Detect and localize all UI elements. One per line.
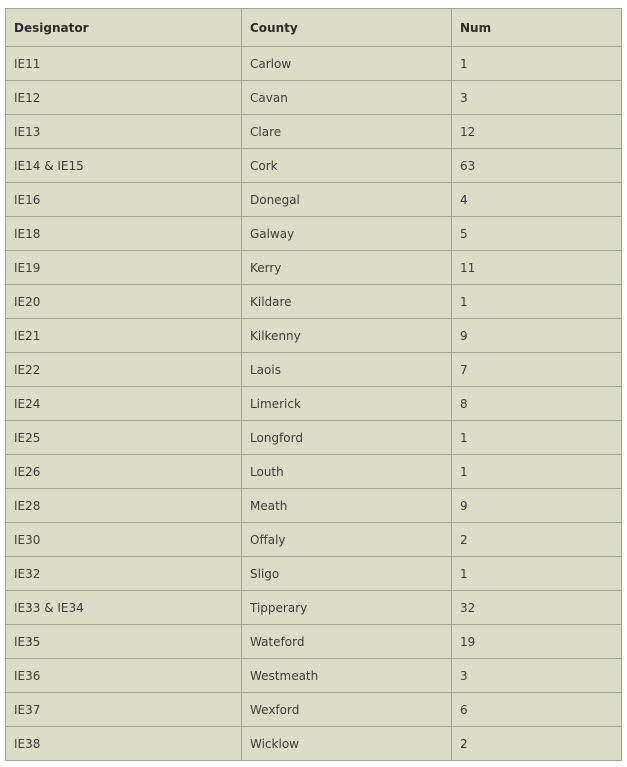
county-cell: Galway	[242, 217, 452, 251]
designator-cell: IE12	[6, 81, 242, 115]
num-cell: 11	[452, 251, 622, 285]
num-cell: 9	[452, 319, 622, 353]
county-cell: Meath	[242, 489, 452, 523]
designator-cell: IE33 & IE34	[6, 591, 242, 625]
table-row	[6, 455, 622, 489]
county-cell: Kilkenny	[242, 319, 452, 353]
table-row	[6, 285, 622, 319]
designator-cell: IE35	[6, 625, 242, 659]
table-row	[6, 693, 622, 727]
table-row	[6, 353, 622, 387]
table-row	[6, 421, 622, 455]
county-cell: Offaly	[242, 523, 452, 557]
num-cell: 12	[452, 115, 622, 149]
num-cell: 5	[452, 217, 622, 251]
designator-cell: IE24	[6, 387, 242, 421]
table-row	[6, 319, 622, 353]
table-row	[6, 183, 622, 217]
num-cell: 1	[452, 557, 622, 591]
num-cell: 6	[452, 693, 622, 727]
county-cell: Wateford	[242, 625, 452, 659]
table-row	[6, 591, 622, 625]
table-body	[6, 47, 622, 761]
county-cell: Wicklow	[242, 727, 452, 761]
designator-cell: IE38	[6, 727, 242, 761]
designator-cell: IE20	[6, 285, 242, 319]
num-cell: 4	[452, 183, 622, 217]
num-cell: 3	[452, 81, 622, 115]
county-cell: Westmeath	[242, 659, 452, 693]
designator-cell: IE22	[6, 353, 242, 387]
designator-cell: IE11	[6, 47, 242, 81]
num-cell: 1	[452, 455, 622, 489]
designator-cell: IE36	[6, 659, 242, 693]
header-num: Num	[452, 9, 622, 47]
num-cell: 9	[452, 489, 622, 523]
table-row	[6, 149, 622, 183]
county-cell: Cork	[242, 149, 452, 183]
num-cell: 2	[452, 727, 622, 761]
designator-cell: IE37	[6, 693, 242, 727]
designator-cell: IE16	[6, 183, 242, 217]
num-cell: 8	[452, 387, 622, 421]
county-cell: Kildare	[242, 285, 452, 319]
num-cell: 7	[452, 353, 622, 387]
table-row	[6, 81, 622, 115]
county-cell: Laois	[242, 353, 452, 387]
num-cell: 1	[452, 285, 622, 319]
designator-cell: IE14 & IE15	[6, 149, 242, 183]
table-row	[6, 387, 622, 421]
county-cell: Wexford	[242, 693, 452, 727]
county-cell: Donegal	[242, 183, 452, 217]
table-row	[6, 727, 622, 761]
num-cell: 1	[452, 421, 622, 455]
designator-cell: IE21	[6, 319, 242, 353]
county-cell: Tipperary	[242, 591, 452, 625]
table-row	[6, 217, 622, 251]
num-cell: 19	[452, 625, 622, 659]
county-cell: Cavan	[242, 81, 452, 115]
county-cell: Limerick	[242, 387, 452, 421]
table-header-row	[6, 9, 622, 47]
table-row	[6, 523, 622, 557]
num-cell: 1	[452, 47, 622, 81]
county-cell: Carlow	[242, 47, 452, 81]
designator-cell: IE26	[6, 455, 242, 489]
num-cell: 3	[452, 659, 622, 693]
header-designator: Designator	[6, 9, 242, 47]
county-cell: Longford	[242, 421, 452, 455]
county-cell: Sligo	[242, 557, 452, 591]
table-row	[6, 625, 622, 659]
table-row	[6, 659, 622, 693]
designator-cell: IE13	[6, 115, 242, 149]
county-table-container	[5, 8, 621, 761]
table-row	[6, 115, 622, 149]
header-county: County	[242, 9, 452, 47]
designator-cell: IE28	[6, 489, 242, 523]
county-cell: Louth	[242, 455, 452, 489]
num-cell: 2	[452, 523, 622, 557]
designator-cell: IE32	[6, 557, 242, 591]
county-table	[5, 8, 622, 761]
table-row	[6, 557, 622, 591]
table-row	[6, 47, 622, 81]
num-cell: 63	[452, 149, 622, 183]
designator-cell: IE19	[6, 251, 242, 285]
table-row	[6, 489, 622, 523]
county-cell: Kerry	[242, 251, 452, 285]
designator-cell: IE18	[6, 217, 242, 251]
table-row	[6, 251, 622, 285]
designator-cell: IE25	[6, 421, 242, 455]
county-cell: Clare	[242, 115, 452, 149]
num-cell: 32	[452, 591, 622, 625]
designator-cell: IE30	[6, 523, 242, 557]
